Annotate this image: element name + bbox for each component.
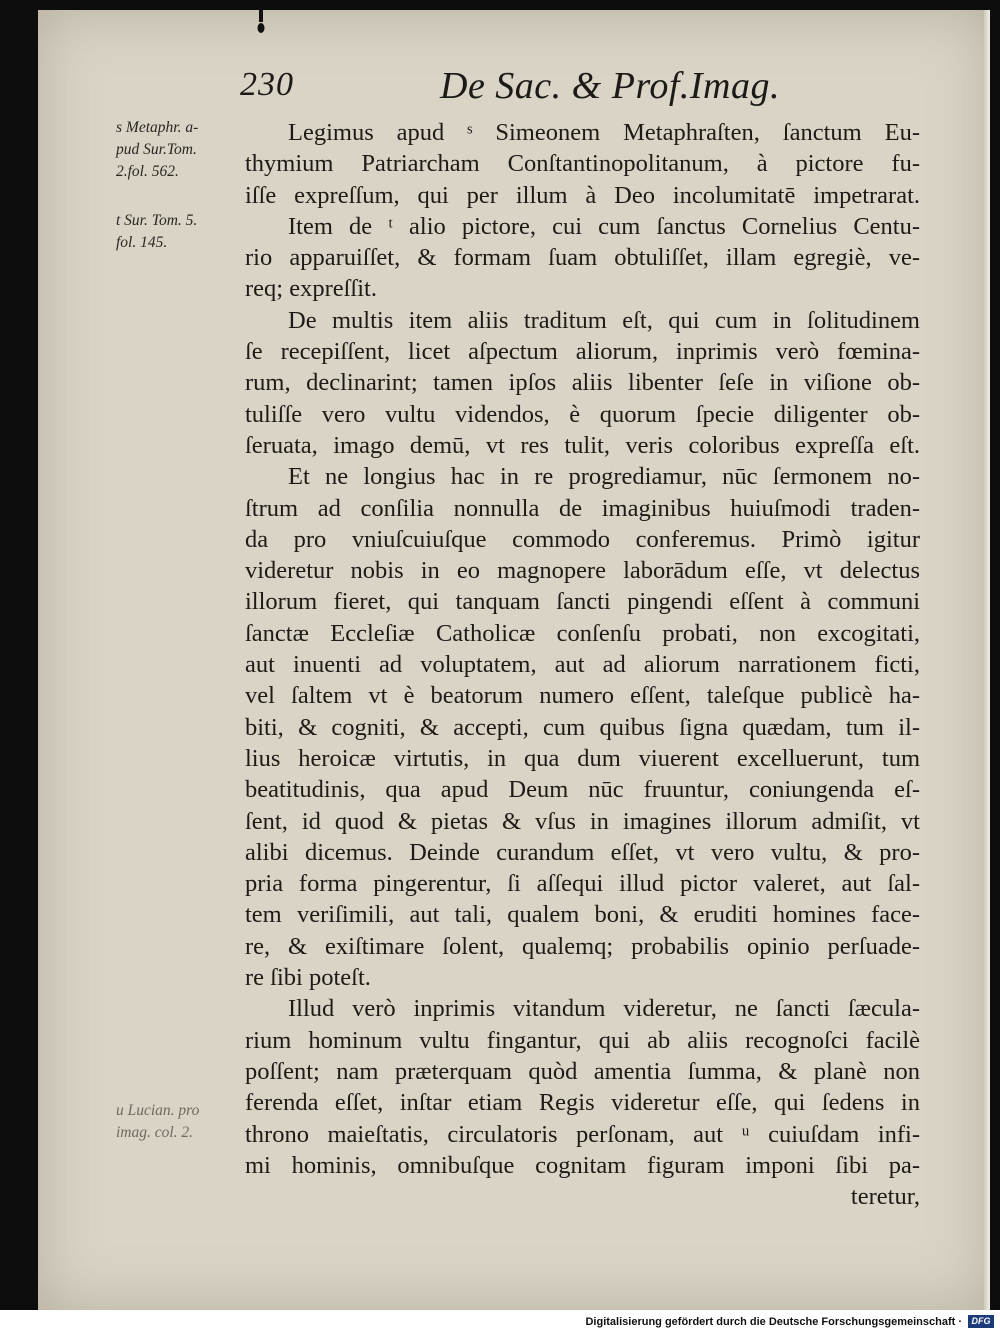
text-line: rio apparuiſſet, & formam ſuam obtuliſſet, illam egregiè, ve- [245,244,920,272]
margin-note-line: s Metaphr. a- [116,119,199,136]
body-text [245,117,920,1212]
text-line: iſſe expreſſum, qui per illum à Deo incolumitatē impetrarat. [245,181,920,209]
running-title: De Sac. & Prof.Imag. [440,65,780,107]
dfg-logo: DFG [968,1315,994,1328]
text-line: da pro vniuſcuiuſque commodo conferemus. Primò igitur [245,525,920,553]
text-line: thymium Patriarcham Conſtantinopolitanum, à pictore fu- [245,150,920,178]
text-line: ſe recepiſſent, licet aſpectum aliorum, inprimis verò fœmina- [245,338,920,366]
digitization-credit: Digitalisierung gefördert durch die Deutsche Forschungsgemeinschaft · [585,1316,962,1328]
margin-note-line: u Lucian. pro [116,1102,200,1119]
text-line: tem veriſimili, aut tali, qualem boni, & eruditi homines face- [245,901,920,929]
binding-mark-icon [257,10,265,36]
text-line: Et ne longius hac in re progrediamur, nūc ſermonem no- [288,463,920,491]
text-line: ferenda eſſet, inſtar etiam Regis videretur eſſe, qui ſedens in [245,1089,920,1117]
text-line: illorum fieret, qui tanquam ſancti pingendi eſſent à communi [245,588,920,616]
text-line: ſeruata, imago demū, vt res tulit, veris coloribus expreſſa eſt. [245,431,920,459]
text-line: re ſibi poteſt. [245,964,371,992]
paragraph-1 [245,117,920,211]
text-line: rium hominum vultu fingantur, qui ab aliis recognoſci facilè [245,1026,920,1054]
text-line: alibi dicemus. Deinde curandum eſſet, vt vero vultu, & pro- [245,838,920,866]
text-line: Item de ᵗ alio pictore, cui cum ſanctus Cornelius Centu- [288,212,920,240]
margin-note-s [116,117,234,183]
text-line: aut inuenti ad voluptatem, aut ad aliorum narrationem ficti, [245,651,920,679]
catchword-line: teretur, [850,1183,920,1211]
margin-note-t [116,210,234,254]
text-line: req; expreſſit. [245,275,377,303]
text-line: throno maieſtatis, circulatoris perſonam, aut ᵘ cuiuſdam infi- [245,1120,920,1148]
text-line: re, & exiſtimare ſolent, qualemq; probabilis opinio perſuade- [245,932,920,960]
paragraph-2 [245,211,920,305]
text-line: rum, declinarint; tamen ipſos aliis libenter ſeſe in viſione ob- [245,369,920,397]
text-line: vel ſaltem vt è beatorum numero eſſent, taleſque publicè ha- [245,682,920,710]
margin-note-line: imag. col. 2. [116,1124,194,1141]
text-line: ſanctæ Eccleſiæ Catholicæ conſenſu probati, non excogitati, [245,619,920,647]
text-line: pria forma pingerentur, ſi aſſequi illud pictor valeret, aut ſal- [245,870,920,898]
text-line: Legimus apud ˢ Simeonem Metaphraſten, ſanctum Eu- [288,119,920,146]
text-line: tuliſſe vero vultu videndos, è quorum ſpecie diligenter ob- [245,400,920,428]
text-line: lius heroicæ virtutis, in qua dum viuerent excelluerunt, tum [245,744,920,772]
page-number: 230 [240,66,294,103]
paragraph-3 [245,305,920,461]
text-line: mi hominis, omnibuſque cognitam figuram imponi ſibi pa- [245,1151,920,1179]
margin-note-line: t Sur. Tom. 5. [116,212,198,229]
margin-note-u [116,1100,234,1144]
page-edge [984,10,990,1310]
text-line: De multis item aliis traditum eſt, qui cum in ſolitudinem [288,306,920,334]
margin-note-line: 2.fol. 562. [116,163,179,180]
text-line: ſent, id quod & pietas & vſus in imagines illorum admiſit, vt [245,807,920,835]
text-line: Illud verò inprimis vitandum videretur, ne ſancti ſæcula- [288,995,920,1023]
text-line: biti, & cogniti, & accepti, cum quibus ſigna quædam, tum il- [245,713,920,741]
paragraph-4 [245,461,920,993]
text-line: poſſent; nam præterquam quòd amentia ſumma, & planè non [245,1057,920,1085]
text-line: beatitudinis, qua apud Deum nūc fruuntur, coniungenda eſ- [245,776,920,804]
paragraph-5 [245,993,920,1212]
margin-note-line: pud Sur.Tom. [116,141,197,158]
text-line: ſtrum ad conſilia nonnulla de imaginibus huiuſmodi traden- [245,494,920,522]
margin-note-line: fol. 145. [116,234,168,251]
text-line: videretur nobis in eo magnopere laborādum eſſe, vt delectus [245,557,920,585]
